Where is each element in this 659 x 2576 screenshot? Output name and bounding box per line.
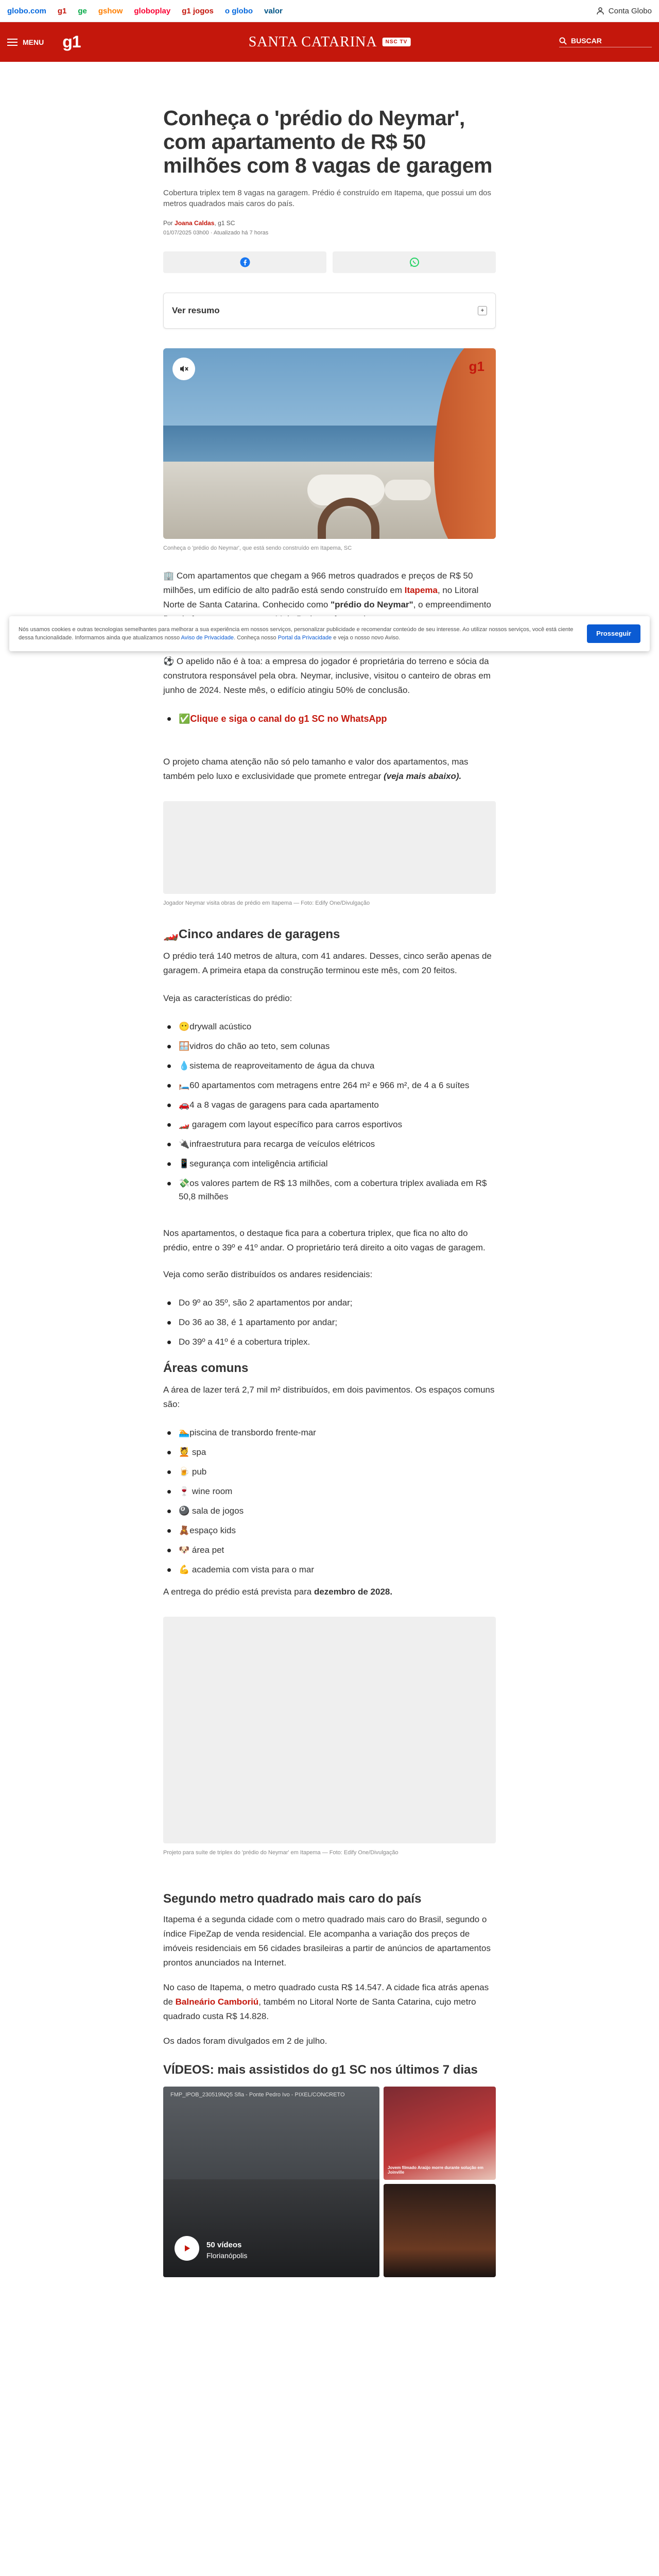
list-item: 🍺 pub	[163, 1465, 496, 1479]
brand-link-ge[interactable]: ge	[78, 6, 87, 15]
list-item: 🧸espaço kids	[163, 1524, 496, 1537]
paragraph	[163, 1980, 496, 2024]
paragraph: Os dados foram divulgados em 2 de julho.	[163, 2036, 327, 2046]
paragraph: ⚽ O apelido não é à toa: a empresa do jogador é proprietária do terreno e sócia da construtora responsável pela obra. Neymar, inclusive, visitou o canteiro de obras em junho de 2024. Neste mês, o edifício atingiu 50% de conclusão.	[163, 656, 491, 695]
paragraph-text: , o empreendimento	[413, 600, 491, 609]
privacy-portal-link[interactable]: Portal da Privacidade	[278, 635, 332, 641]
menu-label: MENU	[23, 38, 44, 46]
share-facebook-button[interactable]	[163, 251, 326, 273]
search-icon	[559, 37, 567, 45]
brand-link-valor[interactable]: valor	[264, 6, 283, 15]
byline	[163, 219, 496, 227]
account-button[interactable]	[596, 7, 652, 15]
g1-logo[interactable]: g1	[62, 32, 81, 51]
brand-link-o-globo[interactable]: o globo	[224, 6, 253, 15]
features-list	[163, 1020, 496, 1204]
balneario-camboriu-link[interactable]: Balneário Camboriú	[175, 1997, 259, 2007]
list-item: Do 39º a 41º é a cobertura triplex.	[163, 1335, 496, 1349]
g1-watermark: g1	[469, 359, 484, 374]
cookie-text-part: e veja o nosso novo Aviso.	[332, 635, 401, 641]
brand-link-globoplay[interactable]: globoplay	[134, 6, 171, 15]
nsc-tv-badge: NSC TV	[383, 38, 411, 46]
list-item: 🍷 wine room	[163, 1485, 496, 1498]
section-heading: Áreas comuns	[163, 1361, 249, 1375]
menu-button[interactable]	[7, 38, 44, 46]
list-item: 🐶 área pet	[163, 1544, 496, 1557]
play-icon	[182, 2244, 192, 2253]
image-placeholder	[163, 801, 496, 894]
cookie-text	[19, 625, 587, 642]
user-icon	[596, 7, 604, 15]
plus-icon: +	[478, 306, 487, 315]
list-item: 💪 academia com vista para o mar	[163, 1563, 496, 1577]
article-subtitle: Cobertura triplex tem 8 vagas na garagem. Prédio é construído em Itapema, que possui um dos metros quadrados mais caros do país.	[163, 189, 492, 208]
video-thumbnail-road	[163, 2179, 379, 2277]
paragraph	[163, 755, 496, 784]
search-label: BUSCAR	[571, 37, 602, 45]
hamburger-icon	[7, 39, 18, 46]
facebook-icon	[240, 257, 250, 267]
list-item: 💧sistema de reaproveitamento de água da chuva	[163, 1059, 496, 1073]
g1-header	[0, 22, 659, 62]
list-item: 🔌infraestrutura para recarga de veículos elétricos	[163, 1138, 496, 1151]
video-thumbnail-title: Jovem filmado Araújo morre durante solução em Joinville	[388, 2165, 483, 2175]
paragraph: Itapema é a segunda cidade com o metro quadrado mais caro do Brasil, segundo o índice FipeZap de venda residencial. Ele acompanha a variação dos preços de imóveis residenciais em 56 cidades brasileiras a partir de anúncios de apartamentos prontos anunciados na Internet.	[163, 1914, 491, 1968]
brand-link-g1-jogos[interactable]: g1 jogos	[182, 6, 214, 15]
section-heading: VÍDEOS: mais assistidos do g1 SC nos últimos 7 dias	[163, 2063, 478, 2077]
list-item: Do 36 ao 38, é 1 apartamento por andar;	[163, 1316, 496, 1329]
list-item: 🎱 sala de jogos	[163, 1504, 496, 1518]
byline-prefix: Por	[163, 219, 173, 227]
muted-speaker-icon	[179, 364, 189, 374]
paragraph	[163, 1585, 496, 1599]
summary-label: Ver resumo	[172, 306, 220, 315]
paragraph: Veja as características do prédio:	[163, 993, 292, 1003]
video-thumbnail[interactable]	[384, 2184, 496, 2277]
list-item: Do 9º ao 35º, são 2 apartamentos por andar;	[163, 1296, 496, 1310]
floors-list	[163, 1296, 496, 1349]
videos-grid	[163, 2087, 496, 2277]
video-city: Florianópolis	[206, 2251, 248, 2260]
list-item: 🪟vidros do chão ao teto, sem colunas	[163, 1040, 496, 1053]
list-item: 😶drywall acústico	[163, 1020, 496, 1033]
paragraph: O prédio terá 140 metros de altura, com 41 andares. Desses, cinco serão apenas de garagem. A primeira etapa da construção terminou este mês, com 20 feitos.	[163, 951, 492, 975]
itapema-link[interactable]: Itapema	[404, 585, 438, 595]
brand-link-globo[interactable]: globo.com	[7, 6, 46, 15]
share-whatsapp-button[interactable]	[333, 251, 496, 273]
image-placeholder	[163, 1617, 496, 1843]
paragraph-bold: dezembro de 2028.	[314, 1587, 393, 1597]
paragraph: A área de lazer terá 2,7 mil m² distribuídos, em dois pavimentos. Os espaços comuns são:	[163, 1385, 495, 1409]
paragraph-text: 🏢 Com apartamentos que chegam a 966 metros quadrados e preços de R$ 50 milhões, um edifício de alto padrão está sendo construído em	[163, 571, 473, 595]
list-item: 🛏️60 apartamentos com metragens entre 264 m² e 966 m², de 4 a 6 suítes	[163, 1079, 496, 1092]
paragraph-italic: (veja mais abaixo).	[384, 771, 462, 781]
cookie-banner	[9, 616, 650, 651]
brand-link-gshow[interactable]: gshow	[98, 6, 123, 15]
whatsapp-icon	[409, 257, 420, 267]
region-label: SANTA CATARINA	[248, 33, 377, 50]
whatsapp-channel-link[interactable]: ✅Clique e siga o canal do g1 SC no WhatsApp	[179, 714, 387, 724]
play-button[interactable]	[175, 2236, 199, 2261]
paragraph: Nos apartamentos, o destaque fica para a cobertura triplex, que fica no alto do prédio, entre o 39º e 41º andar. O proprietário terá direito a oito vagas de garagem.	[163, 1228, 485, 1252]
list-item: 🏎️ garagem com layout específico para carros esportivos	[163, 1118, 496, 1131]
region-title[interactable]	[249, 34, 411, 50]
list-item: 📱segurança com inteligência artificial	[163, 1157, 496, 1171]
search-button[interactable]	[559, 37, 652, 47]
list-item: 🏊piscina de transbordo frente-mar	[163, 1426, 496, 1439]
image-caption: Projeto para suíte de triplex do 'prédio do Neymar' em Itapema — Foto: Edify One/Divulgação	[163, 1850, 398, 1856]
image-caption: Jogador Neymar visita obras de prédio em Itapema — Foto: Edify One/Divulgação	[163, 900, 370, 906]
video-side-list	[384, 2087, 496, 2277]
list-item: 💆 spa	[163, 1446, 496, 1459]
article-title: Conheça o 'prédio do Neymar', com apartamento de R$ 50 milhões com 8 vagas de garagem	[163, 106, 492, 177]
brand-links	[7, 7, 283, 15]
media-caption: Conheça o 'prédio do Neymar', que está sendo construído em Itapema, SC	[163, 545, 352, 551]
list-item: 💸os valores partem de R$ 13 milhões, com a cobertura triplex avaliada em R$ 50,8 milhões	[163, 1177, 496, 1204]
video-playlist-main[interactable]	[163, 2087, 379, 2277]
list-item: 🚗4 a 8 vagas de garagens para cada apartamento	[163, 1098, 496, 1112]
common-areas-list	[163, 1426, 496, 1577]
author-link[interactable]: Joana Caldas	[175, 219, 215, 227]
video-frame-arch	[434, 348, 496, 539]
cookie-text-part: . Conheça nosso	[234, 635, 278, 641]
paragraph-bold: "prédio do Neymar"	[331, 600, 413, 609]
video-info	[206, 2240, 247, 2261]
paragraph-text: No caso de Itapema, o metro quadrado custa R$ 14.547. A cidade fica atrás apenas de	[163, 1982, 489, 2007]
cookie-text-part: Nós usamos cookies e outras tecnologias semelhantes para melhorar a sua experiência em nossos serviços, personalizar publicidade e recomendar conteúdo de seu interesse. Ao utilizar nossos serviços, você está ciente dessa funcionalidade. Informamos ainda que atualizamos nosso	[19, 626, 574, 641]
whatsapp-cta	[163, 712, 496, 726]
video-count: 50 vídeos	[206, 2241, 242, 2249]
section-heading: 🏎️Cinco andares de garagens	[163, 927, 340, 941]
video-thumbnail[interactable]	[384, 2087, 496, 2180]
paragraph-text: , no Litoral Norte de Santa Catarina. Conhecido como	[163, 585, 479, 609]
video-player[interactable]	[163, 348, 496, 539]
paragraph-text: O projeto chama atenção não só pelo tamanho e valor dos apartamentos, mas também pelo luxo e exclusividade que promete entregar	[163, 757, 469, 781]
account-label: Conta Globo	[608, 6, 652, 15]
cookie-accept-button[interactable]: Prosseguir	[587, 624, 640, 643]
section-heading: Segundo metro quadrado mais caro do país	[163, 1892, 422, 1906]
article	[163, 106, 496, 2277]
byline-suffix: , g1 SC	[214, 219, 235, 227]
publish-date: 01/07/2025 03h00 · Atualizado há 7 horas	[163, 230, 269, 236]
summary-toggle[interactable]	[163, 293, 496, 329]
video-frame-sofa	[385, 480, 431, 500]
paragraph-text: A entrega do prédio está prevista para	[163, 1587, 314, 1597]
paragraph-text: , também no Litoral Norte de Santa Catarina, cujo metro quadrado custa R$ 14.828.	[163, 1997, 476, 2021]
video-overlay-text: FMP_IPOB_230519NQ5 Sfia - Ponte Pedro Ivo - PIXEL/CONCRETO	[170, 2092, 345, 2098]
share-bar	[163, 251, 496, 273]
paragraph: Veja como serão distribuídos os andares residenciais:	[163, 1269, 373, 1279]
brand-link-g1[interactable]: g1	[57, 6, 67, 15]
mute-button[interactable]	[172, 358, 195, 380]
privacy-notice-link[interactable]: Aviso de Privacidade	[181, 635, 234, 641]
globo-topbar	[0, 0, 659, 22]
